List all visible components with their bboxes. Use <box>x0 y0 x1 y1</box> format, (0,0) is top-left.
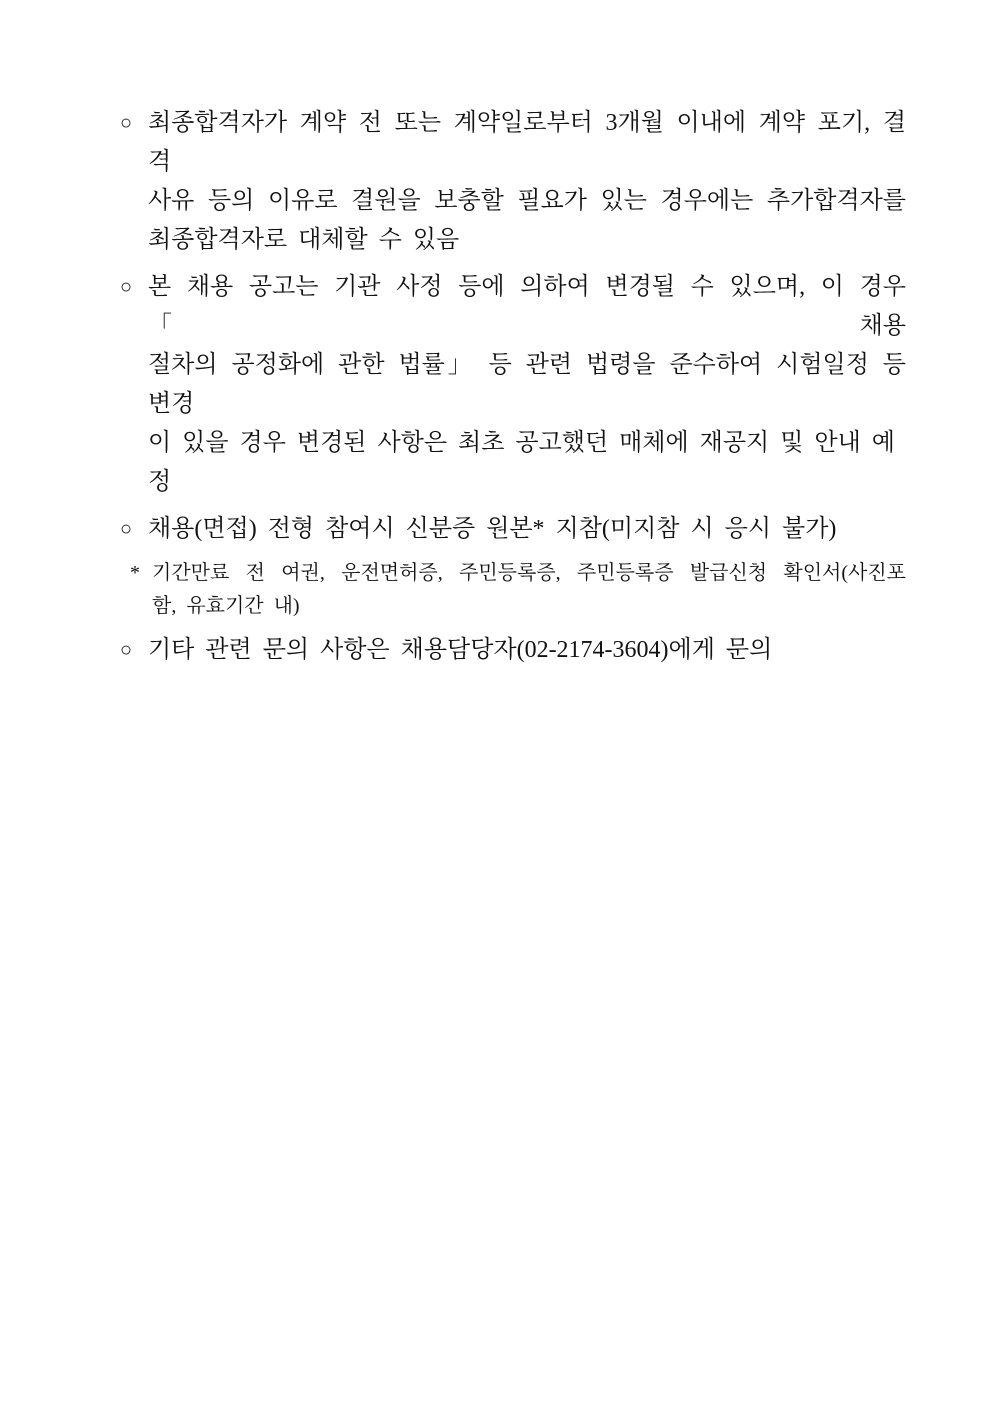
text-line: 절차의 공정화에 관한 법률」 등 관련 법령을 준수하여 시험일정 등 변경 <box>148 352 906 417</box>
circle-bullet-icon: ○ <box>120 112 133 134</box>
text-line: 이 있을 경우 변경된 사항은 최초 공고했던 매체에 재공지 및 안내 예정 <box>148 430 895 495</box>
bullet-item <box>120 631 906 670</box>
text-line: 최종합격자로 대체할 수 있음 <box>148 227 460 253</box>
circle-bullet-icon: ○ <box>120 276 133 298</box>
text-line: 기간만료 전 여권, 운전면허증, 주민등록증, 주민등록증 발급신청 확인서(사진포 <box>152 562 906 584</box>
circle-bullet-icon: ○ <box>120 639 133 661</box>
text-line: 기타 관련 문의 사항은 채용담당자(02-2174-3604)에게 문의 <box>148 637 773 663</box>
bullet-item <box>120 104 906 260</box>
paragraph-lines <box>152 557 906 623</box>
bullet-item <box>120 510 906 549</box>
bullet-item <box>120 268 906 502</box>
asterisk-marker-icon: * <box>130 562 140 584</box>
text-line: 사유 등의 이유로 결원을 보충할 필요가 있는 경우에는 추가합격자를 <box>148 188 906 214</box>
paragraph-lines <box>148 631 906 670</box>
text-line: 최종합격자가 계약 전 또는 계약일로부터 3개월 이내에 계약 포기, 결격 <box>148 110 906 175</box>
text-line: 함, 유효기간 내) <box>152 595 300 617</box>
circle-bullet-icon: ○ <box>120 518 133 540</box>
text-line: 채용(면접) 전형 참여시 신분증 원본* 지참(미지참 시 응시 불가) <box>148 516 837 542</box>
text-line: 본 채용 공고는 기관 사정 등에 의하여 변경될 수 있으며, 이 경우 「채용 <box>148 274 906 339</box>
paragraph-lines <box>148 104 906 260</box>
footnote-item <box>130 557 906 623</box>
paragraph-lines <box>148 510 906 549</box>
bullet-list <box>120 104 906 670</box>
paragraph-lines <box>148 268 906 502</box>
